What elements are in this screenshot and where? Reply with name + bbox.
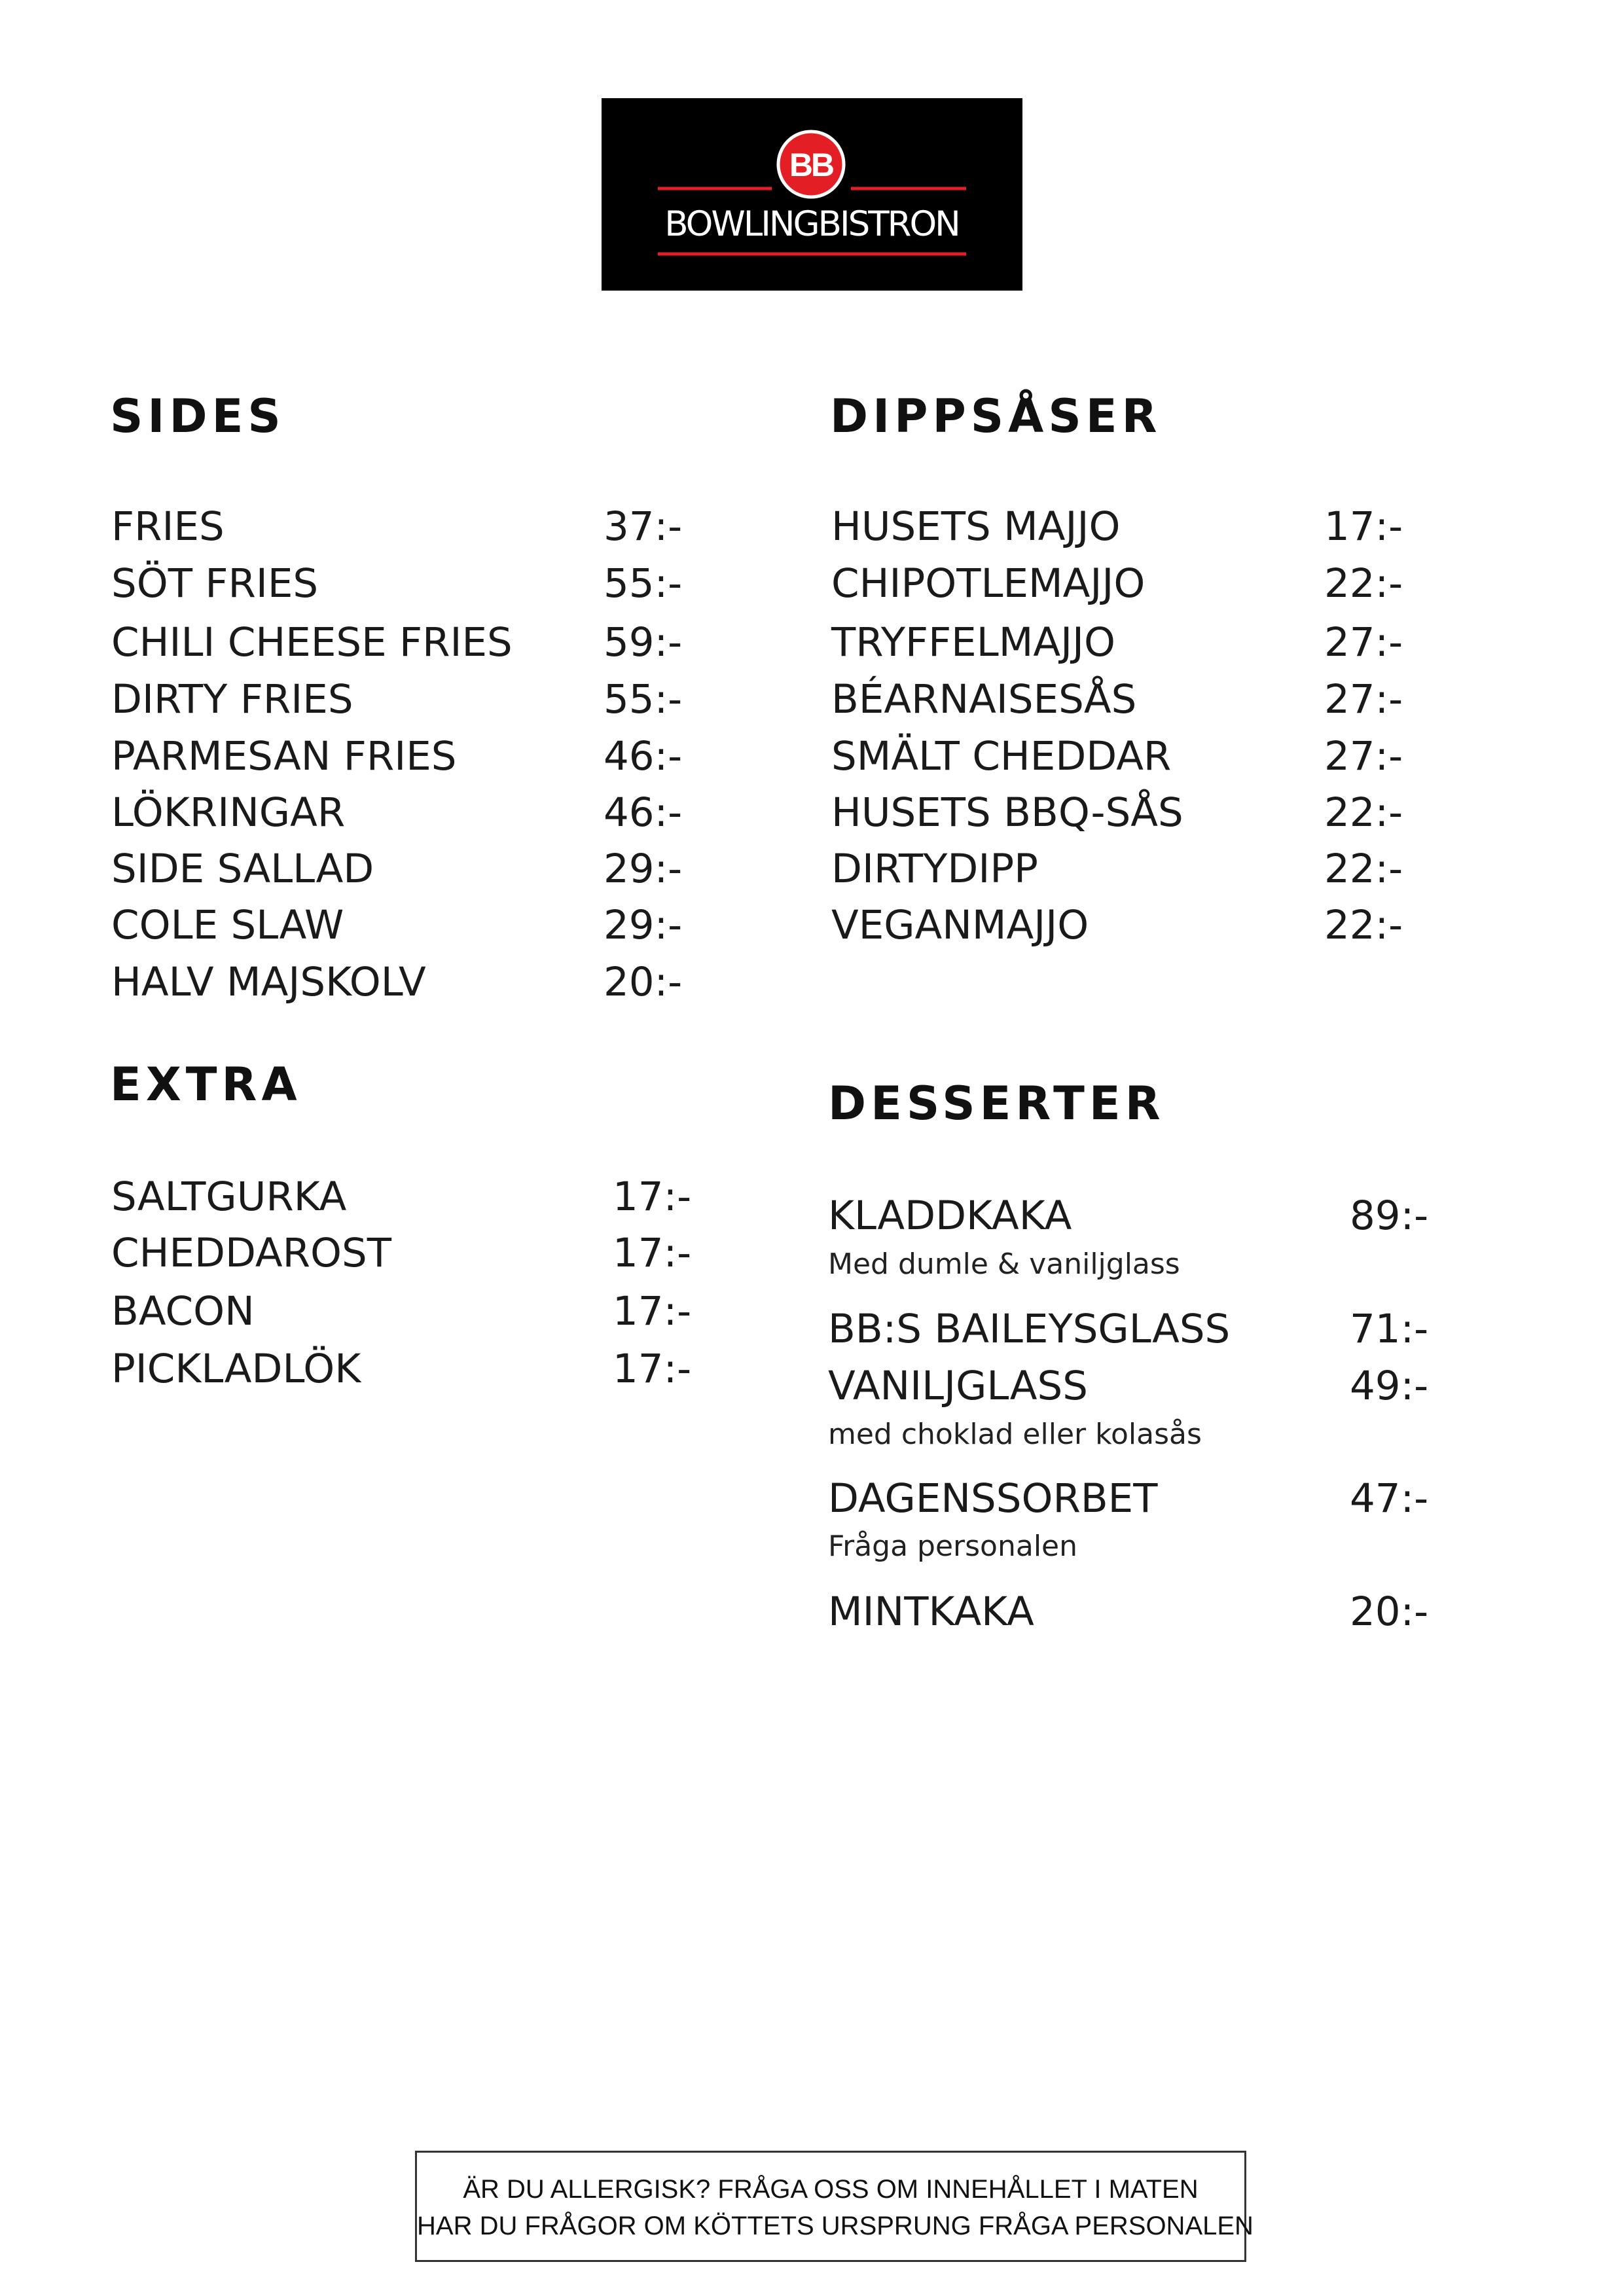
allergy-notice xyxy=(415,2151,1254,2262)
item-price: 55:- xyxy=(604,560,683,607)
menu-item xyxy=(111,615,683,671)
item-price: 17:- xyxy=(1324,503,1403,550)
item-price: 17:- xyxy=(613,1288,692,1335)
menu-item xyxy=(831,615,1407,671)
menu-item xyxy=(828,1188,1429,1244)
item-name: VANILJGLASS xyxy=(828,1363,1088,1409)
extra-heading: EXTRA xyxy=(110,1058,302,1111)
item-price: 27:- xyxy=(1324,733,1403,780)
item-description: Fråga personalen xyxy=(828,1530,1078,1563)
item-name: HUSETS BBQ-SÅS xyxy=(831,789,1183,836)
menu-item xyxy=(111,954,683,1011)
notice-line-allergy: ÄR DU ALLERGISK? FRÅGA OSS OM INNEHÅLLET I MATEN xyxy=(463,2175,1199,2204)
item-name: CHIPOTLEMAJJO xyxy=(831,560,1146,607)
item-name: TRYFFELMAJJO xyxy=(831,619,1116,666)
menu-item xyxy=(831,897,1407,954)
item-name: MINTKAKA xyxy=(828,1588,1034,1635)
item-name: SÖT FRIES xyxy=(111,560,319,607)
item-name: COLE SLAW xyxy=(111,902,344,948)
item-name: SMÄLT CHEDDAR xyxy=(831,733,1172,780)
item-price: 49:- xyxy=(1350,1363,1429,1409)
menu-item xyxy=(111,841,683,897)
item-name: BACON xyxy=(111,1288,255,1335)
item-price: 22:- xyxy=(1324,846,1403,892)
dippsaser-heading: DIPPSÅSER xyxy=(830,389,1162,443)
menu-item xyxy=(111,672,683,728)
menu-item xyxy=(111,1169,692,1225)
menu-item xyxy=(828,1471,1429,1527)
menu-item xyxy=(831,499,1407,555)
item-price: 46:- xyxy=(604,733,683,780)
item-price: 27:- xyxy=(1324,676,1403,723)
menu-item xyxy=(831,841,1407,897)
item-name: VEGANMAJJO xyxy=(831,902,1089,948)
notice-line-meat-origin: HAR DU FRÅGOR OM KÖTTETS URSPRUNG FRÅGA PERSONALEN xyxy=(417,2212,1254,2240)
menu-item xyxy=(111,1283,692,1340)
item-name: FRIES xyxy=(111,503,225,550)
menu-item xyxy=(111,728,683,785)
item-price: 20:- xyxy=(1350,1588,1429,1635)
menu-item xyxy=(111,1225,692,1282)
item-name: SIDE SALLAD xyxy=(111,846,374,892)
menu-item xyxy=(831,785,1407,841)
item-price: 27:- xyxy=(1324,619,1403,666)
item-name: CHILI CHEESE FRIES xyxy=(111,619,513,666)
item-price: 22:- xyxy=(1324,902,1403,948)
menu-item xyxy=(831,672,1407,728)
item-name: PICKLADLÖK xyxy=(111,1346,361,1392)
item-name: BB:S BAILEYSGLASS xyxy=(828,1306,1231,1352)
item-description: Med dumle & vaniljglass xyxy=(828,1247,1180,1281)
item-price: 89:- xyxy=(1350,1193,1429,1239)
item-name: KLADDKAKA xyxy=(828,1193,1072,1239)
item-price: 29:- xyxy=(604,846,683,892)
menu-item xyxy=(111,785,683,841)
item-price: 20:- xyxy=(604,959,683,1005)
menu-item xyxy=(111,556,683,612)
item-name: DIRTY FRIES xyxy=(111,676,353,723)
item-price: 17:- xyxy=(613,1174,692,1220)
menu-item xyxy=(828,1358,1429,1414)
item-price: 29:- xyxy=(604,902,683,948)
item-price: 71:- xyxy=(1350,1306,1429,1352)
item-price: 22:- xyxy=(1324,789,1403,836)
menu-item xyxy=(111,1341,692,1397)
item-name: HALV MAJSKOLV xyxy=(111,959,426,1005)
item-name: CHEDDAROST xyxy=(111,1230,391,1276)
item-price: 17:- xyxy=(613,1346,692,1392)
item-description: med choklad eller kolasås xyxy=(828,1418,1202,1451)
item-price: 47:- xyxy=(1350,1475,1429,1522)
desserter-heading: DESSERTER xyxy=(828,1077,1165,1130)
item-price: 37:- xyxy=(604,503,683,550)
logo-monogram: BB xyxy=(789,147,833,183)
item-name: SALTGURKA xyxy=(111,1174,347,1220)
menu-item xyxy=(111,897,683,954)
item-name: PARMESAN FRIES xyxy=(111,733,457,780)
item-name: HUSETS MAJJO xyxy=(831,503,1121,550)
item-price: 59:- xyxy=(604,619,683,666)
menu-item xyxy=(831,556,1407,612)
item-price: 46:- xyxy=(604,789,683,836)
menu-item xyxy=(828,1301,1429,1357)
bowlingbistron-logo xyxy=(602,98,1022,291)
item-name: DIRTYDIPP xyxy=(831,846,1038,892)
item-price: 55:- xyxy=(604,676,683,723)
item-price: 22:- xyxy=(1324,560,1403,607)
menu-item xyxy=(111,499,683,555)
sides-heading: SIDES xyxy=(110,389,285,443)
item-name: DAGENSSORBET xyxy=(828,1475,1158,1522)
item-name: LÖKRINGAR xyxy=(111,789,346,836)
item-price: 17:- xyxy=(613,1230,692,1276)
menu-item xyxy=(831,728,1407,785)
menu-item xyxy=(828,1584,1429,1640)
logo-text: BOWLINGBISTRON xyxy=(664,204,959,244)
item-name: BÉARNAISESÅS xyxy=(831,676,1137,723)
